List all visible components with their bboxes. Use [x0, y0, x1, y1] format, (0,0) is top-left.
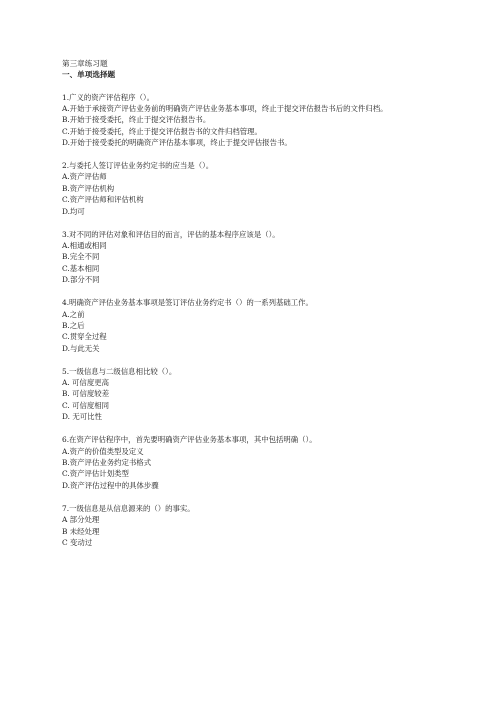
option-b[interactable]: B.之后	[62, 320, 85, 330]
question-stem: 6.在资产评估程序中，首先要明确资产评估业务基本事项，其中包括明确（）。	[62, 435, 317, 445]
option-c[interactable]: C.基本相同	[62, 263, 100, 273]
option-b[interactable]: B. 可信度较差	[62, 389, 110, 399]
question-stem: 5.一级信息与二级信息相比较（）。	[62, 366, 177, 376]
option-a[interactable]: A. 可信度更高	[62, 378, 109, 388]
option-b[interactable]: B.资产评估业务约定书格式	[62, 457, 152, 467]
option-a[interactable]: A.相通或相同	[62, 240, 107, 250]
option-a[interactable]: A.资产评估师	[62, 172, 107, 182]
option-a[interactable]: A.开始于承接资产评估业务前的明确资产评估业务基本事项，终止于提交评估报告书后的文件归档。	[62, 103, 388, 113]
option-d[interactable]: D.部分不同	[62, 275, 100, 285]
question-stem: 4.明确资产评估业务基本事项是签订评估业务约定书（）的一系列基础工作。	[62, 298, 313, 308]
question-stem: 2.与委托人签订评估业务约定书的应当是（）。	[62, 161, 214, 171]
option-d[interactable]: D.资产评估过程中的具体步骤	[62, 480, 159, 490]
option-a[interactable]: A.之前	[62, 309, 85, 319]
question-stem: 3.对不同的评估对象和评估目的而言，评估的基本程序应该是（）。	[62, 229, 280, 239]
chapter-title: 第三章练习题	[62, 59, 108, 68]
option-b[interactable]: B.资产评估机构	[62, 183, 115, 193]
question-2	[62, 160, 438, 217]
option-c[interactable]: C.资产评估师和评估机构	[62, 195, 144, 205]
option-a[interactable]: A.资产的价值类型及定义	[62, 446, 144, 456]
question-stem: 1.广义的资产评估程序（）。	[62, 92, 155, 102]
option-c[interactable]: C.资产评估计划类型	[62, 469, 129, 479]
option-c[interactable]: C 变动过	[62, 537, 93, 547]
section-title: 一、单项选择题	[62, 70, 116, 79]
option-d[interactable]: D.均可	[62, 206, 85, 216]
option-d[interactable]: D.与此无关	[62, 343, 100, 353]
question-4	[62, 297, 438, 354]
question-3	[62, 229, 438, 286]
option-c[interactable]: C.开始于接受委托，终止于提交评估报告书的文件归档管理。	[62, 126, 262, 136]
option-b[interactable]: B.完全不同	[62, 252, 100, 262]
option-a[interactable]: A 部分处理	[62, 515, 100, 525]
option-b[interactable]: B.开始于接受委托，终止于提交评估报告书。	[62, 115, 211, 125]
option-d[interactable]: D.开始于接受委托的明确资产评估基本事项，终止于提交评估报告书。	[62, 138, 292, 148]
option-c[interactable]: C. 可信度相同	[62, 400, 110, 410]
document-page	[62, 58, 438, 560]
option-b[interactable]: B 未经处理	[62, 526, 100, 536]
question-7	[62, 503, 438, 549]
option-d[interactable]: D. 无可比性	[62, 412, 102, 422]
question-1	[62, 92, 438, 149]
question-stem: 7.一级信息是从信息源来的（）的事实。	[62, 503, 195, 513]
option-c[interactable]: C.贯穿全过程	[62, 332, 107, 342]
question-6	[62, 434, 438, 491]
question-5	[62, 366, 438, 423]
